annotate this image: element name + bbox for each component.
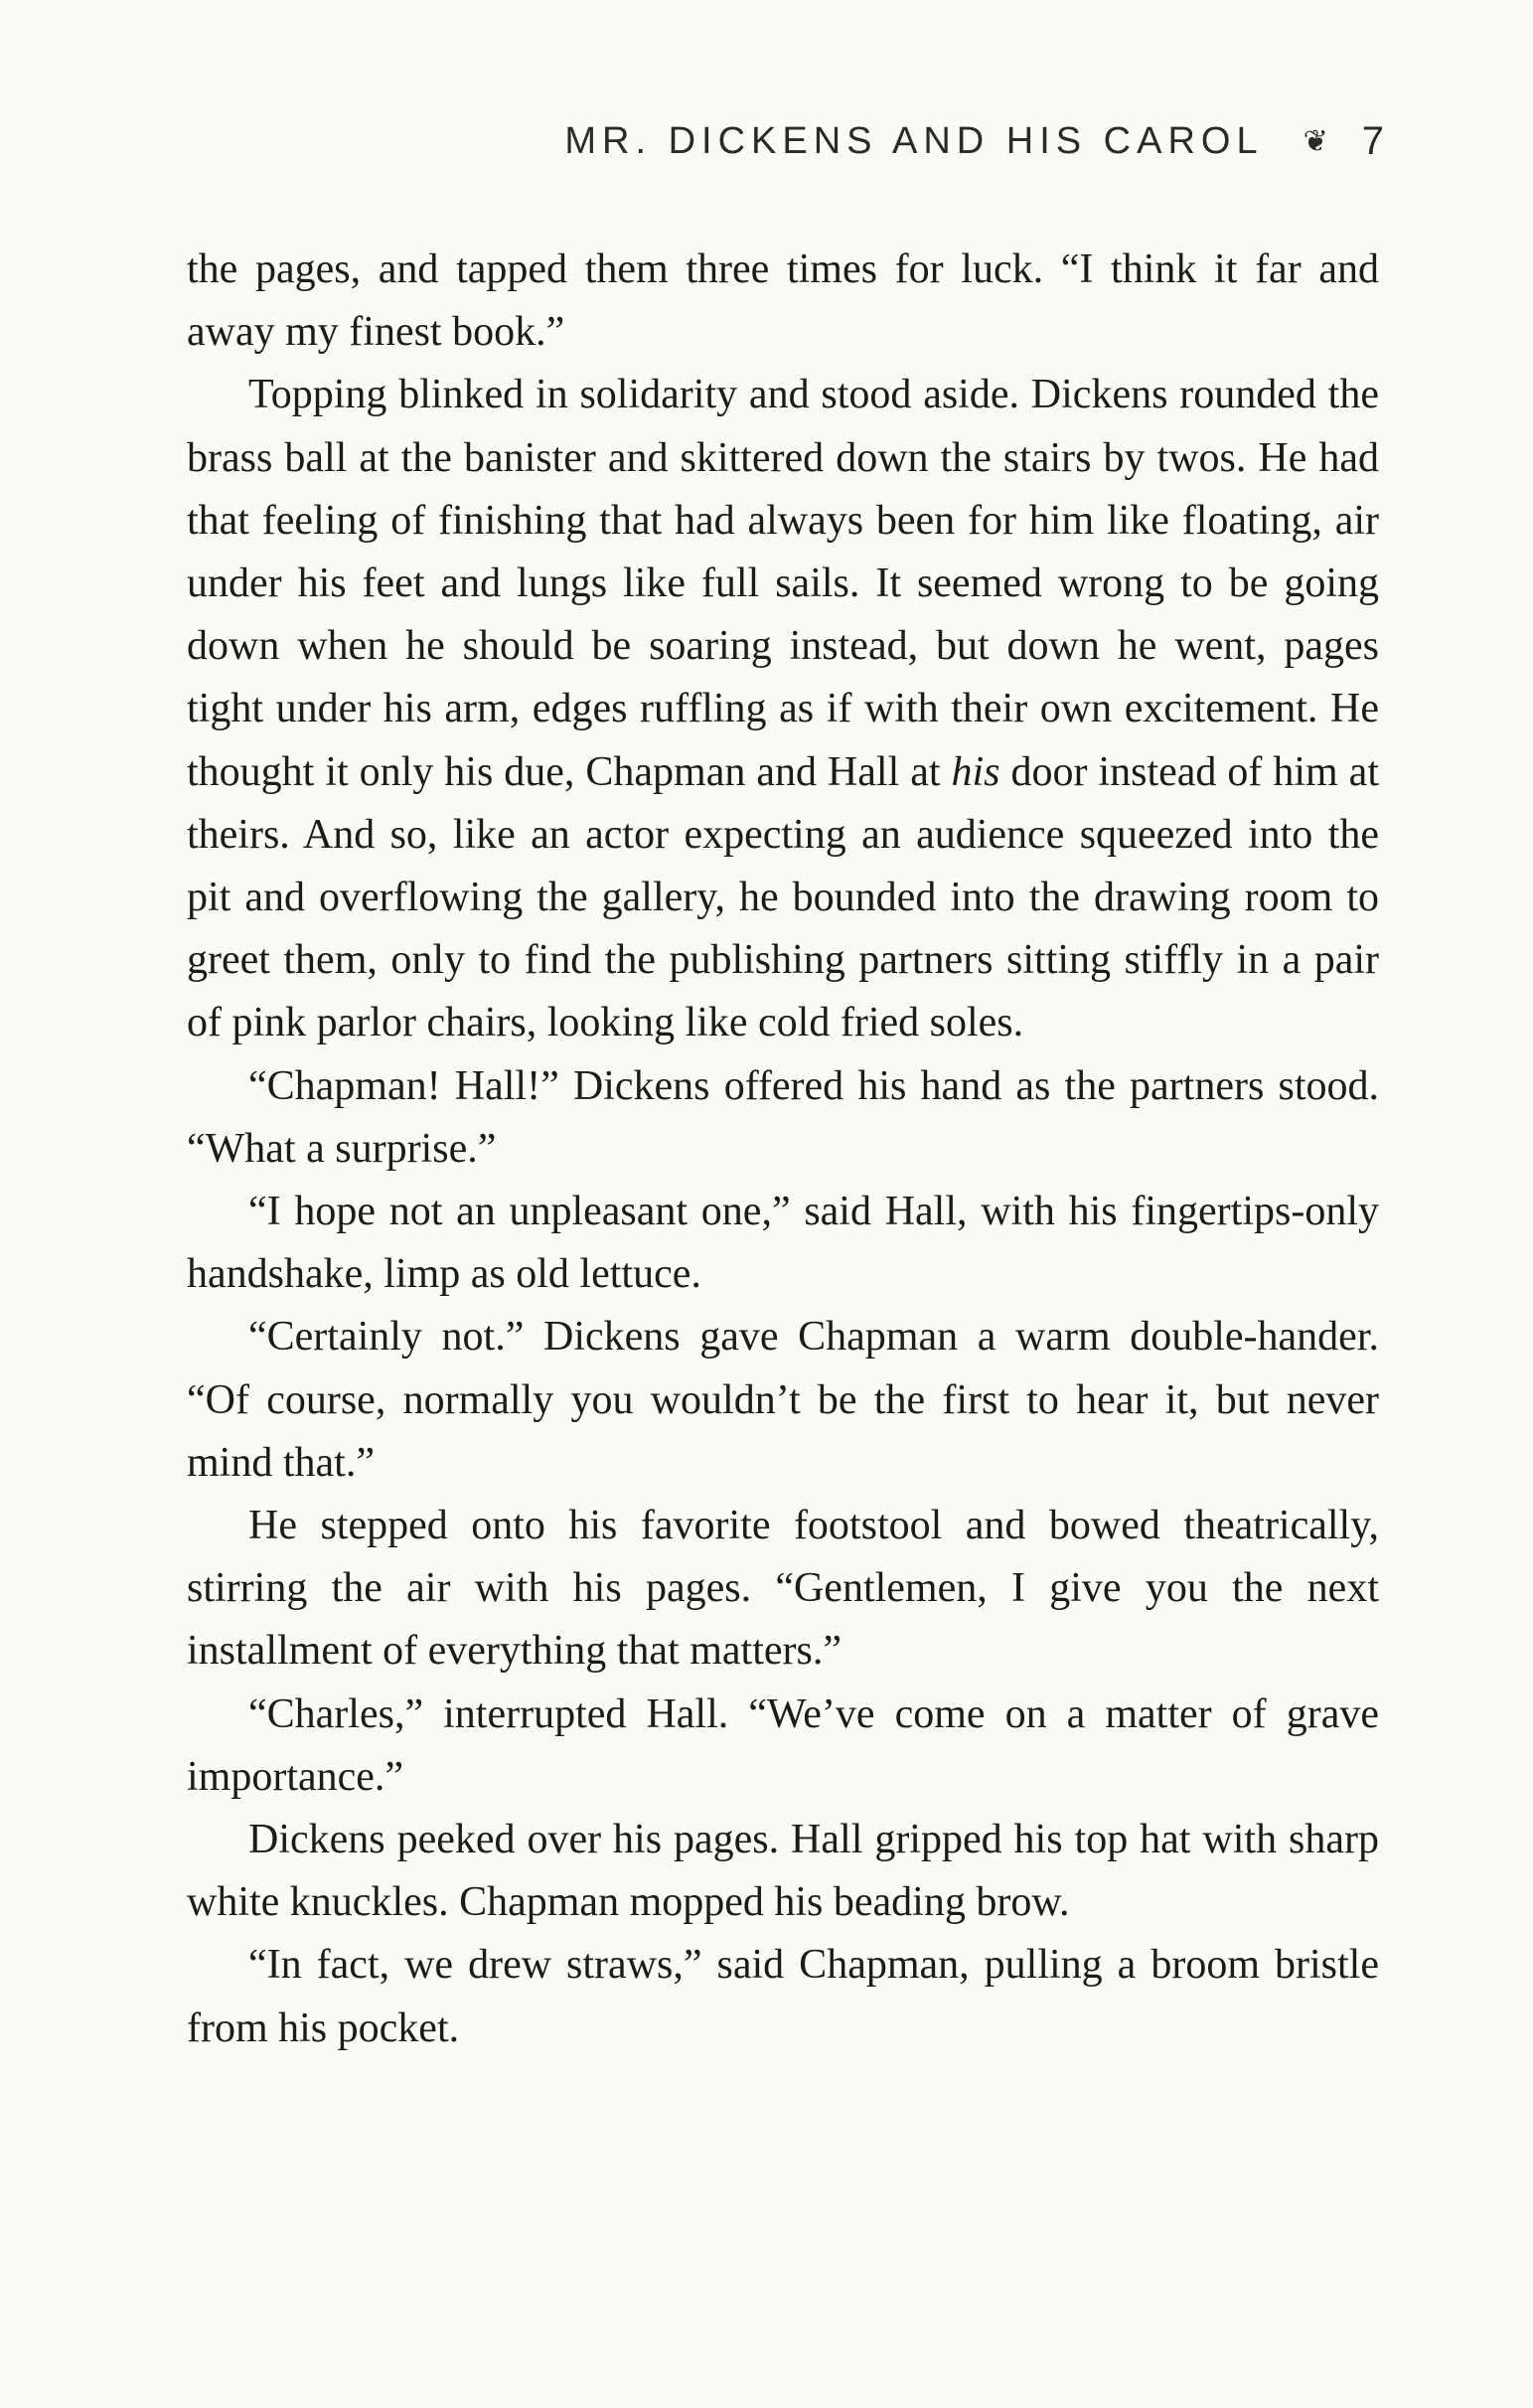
paragraph-9 — [187, 1934, 1379, 2059]
paragraph-2-text-end: door instead of him at theirs. And so, like an actor expecting an audience squeezed into the pit and overflowing the gallery, he bounded into the drawing room to greet them, only to find the publishing partners sitting stiffly in a pair of pink parlor chairs, looking like cold fried soles. — [187, 748, 1379, 1046]
paragraph-6-text: He stepped onto his favorite footstool and bowed theatrically, stirring the air with his pages. “Gentlemen, I give you the next installment of everything that matters.” — [187, 1503, 1379, 1675]
paragraph-5-text: “Certainly not.” Dickens gave Chapman a warm double-hander. “Of course, normally you wouldn’t be the first to hear it, but never mind that.” — [187, 1314, 1379, 1486]
paragraph-1-text: the pages, and tapped them three times for luck. “I think it far and away my finest book.” — [187, 246, 1379, 356]
running-head — [564, 119, 1384, 164]
body-text — [187, 239, 1379, 2060]
paragraph-6 — [187, 1495, 1379, 1684]
running-title: MR. DICKENS AND HIS CAROL — [564, 120, 1264, 162]
page-number: 7 — [1361, 119, 1384, 163]
paragraph-1 — [187, 239, 1379, 364]
paragraph-7 — [187, 1684, 1379, 1809]
paragraph-2-text-start: Topping blinked in solidarity and stood aside. Dickens rounded the brass ball at the banister and skittered down the stairs by twos. He had that feeling of finishing that had always been for him like floating, air under his feet and lungs like full sails. It seemed wrong to be going down when he should be soaring instead, but down he went, pages tight under his arm, edges ruffling as if with their own excitement. He thought it only his due, Chapman and Hall at — [187, 372, 1379, 795]
paragraph-3-text: “Chapman! Hall!” Dickens offered his hand as the partners stood. “What a surprise.” — [187, 1062, 1379, 1172]
paragraph-8 — [187, 1809, 1379, 1934]
fleuron-ornament-icon: ❦ — [1303, 125, 1328, 158]
paragraph-2 — [187, 364, 1379, 1054]
emphasized-word: his — [951, 748, 1000, 795]
paragraph-4 — [187, 1181, 1379, 1306]
paragraph-7-text: “Charles,” interrupted Hall. “We’ve come on a matter of grave importance.” — [187, 1690, 1379, 1800]
paragraph-8-text: Dickens peeked over his pages. Hall gripped his top hat with sharp white knuckles. Chapman mopped his beading brow. — [187, 1817, 1379, 1926]
paragraph-3 — [187, 1055, 1379, 1181]
paragraph-9-text: “In fact, we drew straws,” said Chapman, pulling a broom bristle from his pocket. — [187, 1942, 1379, 2051]
paragraph-5 — [187, 1306, 1379, 1495]
paragraph-4-text: “I hope not an unpleasant one,” said Hall, with his fingertips-only handshake, limp as old lettuce. — [187, 1189, 1379, 1298]
